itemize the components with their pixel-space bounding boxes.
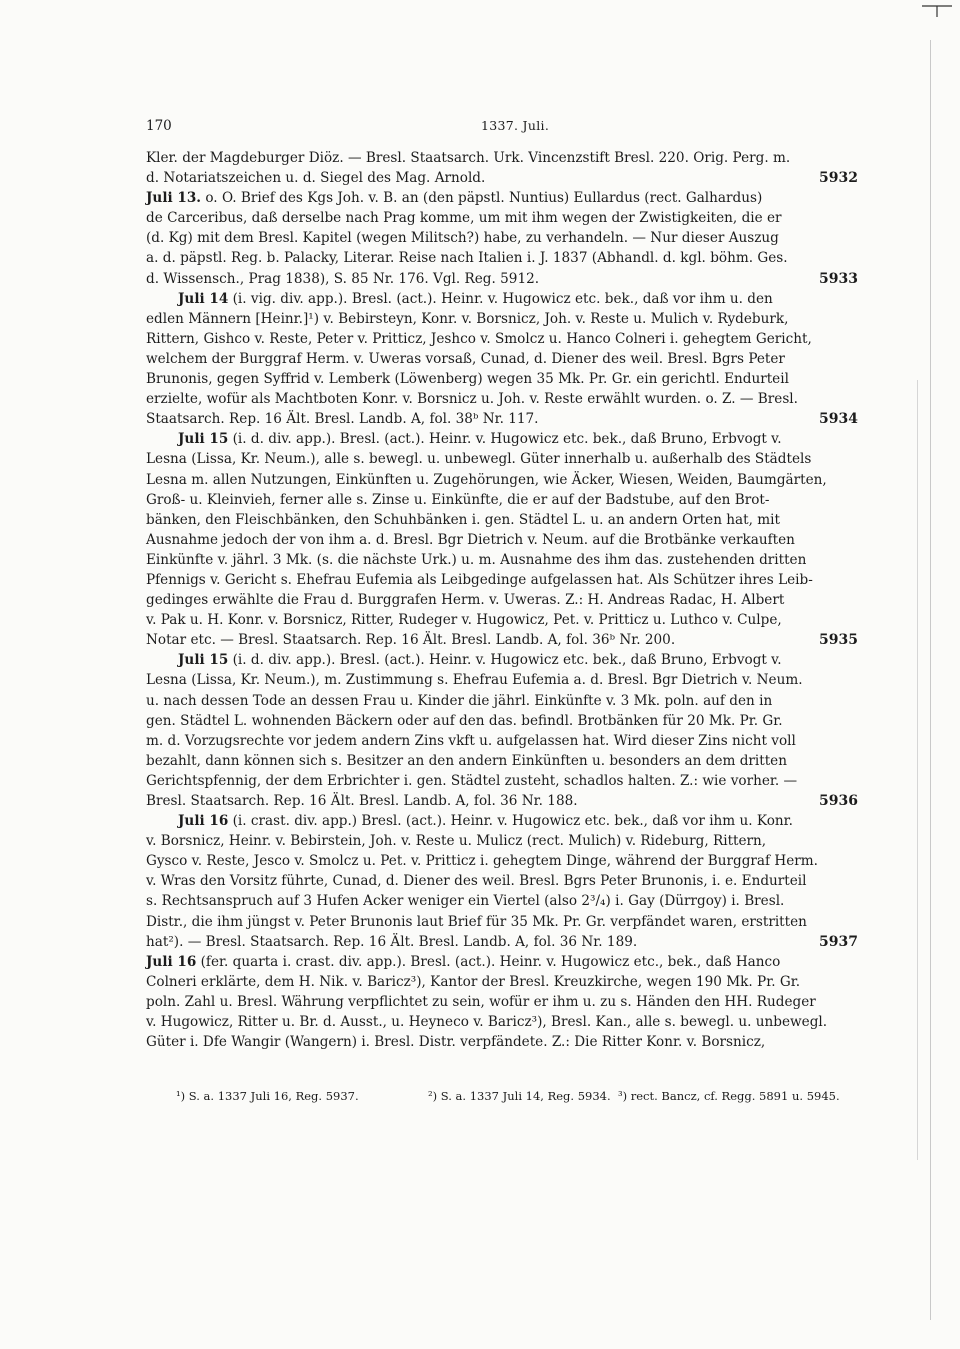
line-text: Ausnahme jedoch der von ihm a. d. Bresl. Bgr Dietrich v. Neum. auf die Brotbänke verkauften bbox=[146, 531, 795, 548]
text-line bbox=[146, 831, 864, 851]
line-text: bänken, den Fleischbänken, den Schuhbänken i. gen. Städtel L. u. an andern Orten hat, mit bbox=[146, 511, 780, 528]
regest-number: 5934 bbox=[819, 411, 858, 428]
line-text: o. O. Brief des Kgs Joh. v. B. an (den päpstl. Nuntius) Eullardus (rect. Galhardus) bbox=[201, 190, 763, 207]
entry-date-heading: Juli 15 bbox=[178, 652, 229, 669]
text-line bbox=[146, 771, 864, 791]
line-text: Brunonis, gegen Syffrid v. Lemberk (Löwenberg) wegen 35 Mk. Pr. Gr. ein gerichtl. Endurteil bbox=[146, 371, 789, 388]
text-line bbox=[146, 751, 864, 771]
line-text: gedinges erwählte die Frau d. Burggrafen Herm. v. Uweras. Z.: H. Andreas Radac, H. Albert bbox=[146, 592, 785, 609]
line-text: Staatsarch. Rep. 16 Ält. Bresl. Landb. A, fol. 38ᵇ Nr. 117. bbox=[146, 411, 539, 428]
text-line bbox=[146, 972, 864, 992]
line-text: Lesna (Lissa, Kr. Neum.), m. Zustimmung s. Ehefrau Eufemia a. d. Bresl. Bgr Dietrich v. Neum. bbox=[146, 672, 803, 689]
text-line bbox=[146, 168, 864, 188]
line-text: v. Pak u. H. Konr. v. Borsnicz, Ritter, Rudeger v. Hugowicz, Pet. v. Pritticz u. Luthco v. Culpe, bbox=[146, 612, 782, 629]
text-line bbox=[146, 309, 864, 329]
text-line bbox=[146, 289, 864, 309]
text-line bbox=[146, 610, 864, 630]
text-line bbox=[146, 811, 864, 831]
line-text: s. Rechtsanspruch auf 3 Hufen Acker weniger ein Viertel (also 2³/₄) i. Gay (Dürrgoy) i. Bresl. bbox=[146, 893, 785, 910]
line-text: Lesna (Lissa, Kr. Neum.), alle s. bewegl. u. unbewegl. Güter innerhalb u. außerhalb des Städtels bbox=[146, 451, 812, 468]
text-line bbox=[146, 550, 864, 570]
line-text: v. Hugowicz, Ritter u. Br. d. Ausst., u. Heyneco v. Baricz³), Bresl. Kan., alle s. bewegl. u. unbewegl. bbox=[146, 1014, 828, 1031]
line-text: Bresl. Staatsarch. Rep. 16 Ält. Bresl. Landb. A, fol. 36 Nr. 188. bbox=[146, 793, 578, 809]
scan-edge-line bbox=[930, 40, 931, 1320]
text-line bbox=[146, 912, 864, 932]
text-line bbox=[146, 349, 864, 369]
entry-date-heading: Juli 14 bbox=[178, 290, 229, 307]
line-text: poln. Zahl u. Bresl. Währung verpflichtet zu sein, wofür er ihm u. zu s. Händen den HH. Rudeger bbox=[146, 993, 816, 1010]
line-text: d. Wissensch., Prag 1838), S. 85 Nr. 176. Vgl. Reg. 5912. bbox=[146, 270, 540, 287]
text-line bbox=[146, 891, 864, 911]
line-text: (i. d. div. app.). Bresl. (act.). Heinr. v. Hugowicz etc. bek., daß Bruno, Erbvogt v. bbox=[228, 652, 782, 669]
text-line bbox=[146, 148, 864, 168]
regest-number: 5933 bbox=[819, 270, 858, 287]
line-text: Notar etc. — Bresl. Staatsarch. Rep. 16 Ält. Bresl. Landb. A, fol. 36ᵇ Nr. 200. bbox=[146, 632, 676, 649]
footnotes bbox=[176, 1089, 866, 1107]
line-text: (fer. quarta i. crast. div. app.). Bresl. (act.). Heinr. v. Hugowicz etc., bek., daß Hanco bbox=[196, 953, 781, 970]
text-line bbox=[146, 409, 864, 429]
text-line bbox=[146, 1032, 864, 1052]
text-line bbox=[146, 932, 864, 952]
footnote-2: ²) S. a. 1337 Juli 14, Reg. 5934. bbox=[428, 1089, 611, 1103]
line-text: Kler. der Magdeburger Diöz. — Bresl. Staatsarch. Urk. Vincenzstift Bresl. 220. Orig. Perg. m. bbox=[146, 150, 791, 166]
line-text: edlen Männern [Heinr.]¹) v. Bebirsteyn, Konr. v. Borsnicz, Joh. v. Reste u. Mulich v. Rydeburk, bbox=[146, 310, 789, 327]
line-text: d. Notariatszeichen u. d. Siegel des Mag. Arnold. bbox=[146, 170, 486, 187]
text-line bbox=[146, 389, 864, 409]
scan-corner-mark bbox=[920, 2, 954, 16]
entry-date-heading: Juli 16 bbox=[178, 813, 229, 830]
entry-date-heading: Juli 15 bbox=[178, 431, 229, 448]
regest-number: 5932 bbox=[819, 170, 858, 187]
running-head: 1337. Juli. bbox=[481, 118, 550, 133]
text-line bbox=[146, 329, 864, 349]
regest-number: 5935 bbox=[819, 632, 858, 649]
text-line bbox=[146, 208, 864, 228]
text-line bbox=[146, 510, 864, 530]
line-text: de Carceribus, daß derselbe nach Prag komme, um mit ihm wegen der Zwistigkeiten, die er bbox=[146, 210, 782, 227]
text-line bbox=[146, 1012, 864, 1032]
entry-date-heading: Juli 16 bbox=[146, 953, 197, 970]
text-line bbox=[146, 650, 864, 670]
margin-rule bbox=[917, 380, 918, 1160]
line-text: (i. vig. div. app.). Bresl. (act.). Heinr. v. Hugowicz etc. bek., daß vor ihm u. den bbox=[228, 290, 773, 307]
text-line bbox=[146, 851, 864, 871]
line-text: (i. d. div. app.). Bresl. (act.). Heinr. v. Hugowicz etc. bek., daß Bruno, Erbvogt v. bbox=[228, 431, 782, 448]
text-line bbox=[146, 952, 864, 972]
text-line bbox=[146, 429, 864, 449]
page-body bbox=[146, 148, 864, 1052]
line-text: v. Wras den Vorsitz führte, Cunad, d. Diener des weil. Bresl. Bgrs Peter Brunonis, i. e. Endurteil bbox=[146, 873, 807, 890]
text-line bbox=[146, 590, 864, 610]
regest-number: 5936 bbox=[819, 793, 858, 809]
text-line bbox=[146, 992, 864, 1012]
footnote-3: ³) rect. Bancz, cf. Regg. 5891 u. 5945. bbox=[618, 1089, 840, 1103]
line-text: a. d. päpstl. Reg. b. Palacky, Literar. Reise nach Italien i. J. 1837 (Abhandl. d. kgl. böhm. Ges. bbox=[146, 250, 788, 267]
line-text: Gysco v. Reste, Jesco v. Smolcz u. Pet. v. Pritticz i. gehegtem Dinge, während der Burggraf Herm. bbox=[146, 853, 818, 870]
line-text: v. Borsnicz, Heinr. v. Bebirstein, Joh. v. Reste u. Mulicz (rect. Mulich) v. Rideburg, Rittern, bbox=[146, 833, 767, 850]
text-line bbox=[146, 470, 864, 490]
line-text: bezahlt, dann können sich s. Besitzer an den andern Einkünften u. besonders an dem dritten bbox=[146, 752, 787, 769]
text-line bbox=[146, 691, 864, 711]
line-text: (i. crast. div. app.) Bresl. (act.). Heinr. v. Hugowicz etc. bek., daß vor ihm u. Konr. bbox=[228, 813, 793, 830]
text-line bbox=[146, 269, 864, 289]
line-text: Groß- u. Kleinvieh, ferner alle s. Zinse u. Einkünfte, die er auf der Badstube, auf den Brot- bbox=[146, 491, 770, 508]
text-line bbox=[146, 248, 864, 268]
line-text: u. nach dessen Tode an dessen Frau u. Kinder die jährl. Einkünfte v. 3 Mk. poln. auf den in bbox=[146, 692, 773, 709]
line-text: Güter i. Dfe Wangir (Wangern) i. Bresl. Distr. verpfändete. Z.: Die Ritter Konr. v. Borsnicz, bbox=[146, 1034, 766, 1051]
text-line bbox=[146, 449, 864, 469]
line-text: Distr., die ihm jüngst v. Peter Brunonis laut Brief für 35 Mk. Pr. Gr. verpfändet waren, erstritten bbox=[146, 913, 807, 930]
text-line bbox=[146, 791, 864, 811]
line-text: gen. Städtel L. wohnenden Bäckern oder auf den das. befindl. Brotbänken für 20 Mk. Pr. Gr. bbox=[146, 712, 783, 729]
line-text: Rittern, Gishco v. Reste, Peter v. Pritticz, Jeshco v. Smolcz u. Hanco Colneri i. gehegtem Gericht, bbox=[146, 330, 812, 347]
line-text: (d. Kg) mit dem Bresl. Kapitel (wegen Militsch?) habe, zu verhandeln. — Nur dieser Auszug bbox=[146, 230, 779, 247]
text-line bbox=[146, 530, 864, 550]
text-line bbox=[146, 228, 864, 248]
text-line bbox=[146, 490, 864, 510]
text-line bbox=[146, 188, 864, 208]
entry-date-heading: Juli 13. bbox=[146, 190, 202, 207]
text-line bbox=[146, 630, 864, 650]
page-number: 170 bbox=[146, 118, 172, 134]
text-line bbox=[146, 871, 864, 891]
text-line bbox=[146, 711, 864, 731]
line-text: Gerichtspfennig, der dem Erbrichter i. gen. Städtel zusteht, schadlos halten. Z.: wie vorher. — bbox=[146, 772, 798, 789]
line-text: welchem der Burggraf Herm. v. Uweras vorsaß, Cunad, d. Diener des weil. Bresl. Bgrs Peter bbox=[146, 350, 785, 367]
regest-number: 5937 bbox=[819, 933, 858, 950]
text-line bbox=[146, 369, 864, 389]
line-text: m. d. Vorzugsrechte vor jedem andern Zins vkft u. aufgelassen hat. Wird dieser Zins nicht voll bbox=[146, 732, 796, 749]
line-text: Colneri erklärte, dem H. Nik. v. Baricz³), Kantor der Bresl. Kreuzkirche, wegen 190 Mk. Pr. Gr. bbox=[146, 973, 801, 990]
text-line bbox=[146, 731, 864, 751]
page-header bbox=[146, 118, 864, 138]
line-text: Einkünfte v. jährl. 3 Mk. (s. die nächste Urk.) u. m. Ausnahme des ihm das. zustehenden dritten bbox=[146, 551, 807, 568]
line-text: erzielte, wofür als Machtboten Konr. v. Borsnicz u. Joh. v. Reste erwählt wurden. o. Z. — Bresl. bbox=[146, 391, 798, 408]
line-text: Pfennigs v. Gericht s. Ehefrau Eufemia als Leibgedinge aufgelassen hat. Als Schützer ihres Leib- bbox=[146, 571, 813, 588]
line-text: Lesna m. allen Nutzungen, Einkünften u. Zugehörungen, wie Äcker, Wiesen, Weiden, Baumgärten, bbox=[146, 471, 827, 488]
text-line bbox=[146, 570, 864, 590]
text-line bbox=[146, 670, 864, 690]
footnote-1: ¹) S. a. 1337 Juli 16, Reg. 5937. bbox=[176, 1089, 359, 1103]
line-text: hat²). — Bresl. Staatsarch. Rep. 16 Ält. Bresl. Landb. A, fol. 36 Nr. 189. bbox=[146, 933, 638, 950]
